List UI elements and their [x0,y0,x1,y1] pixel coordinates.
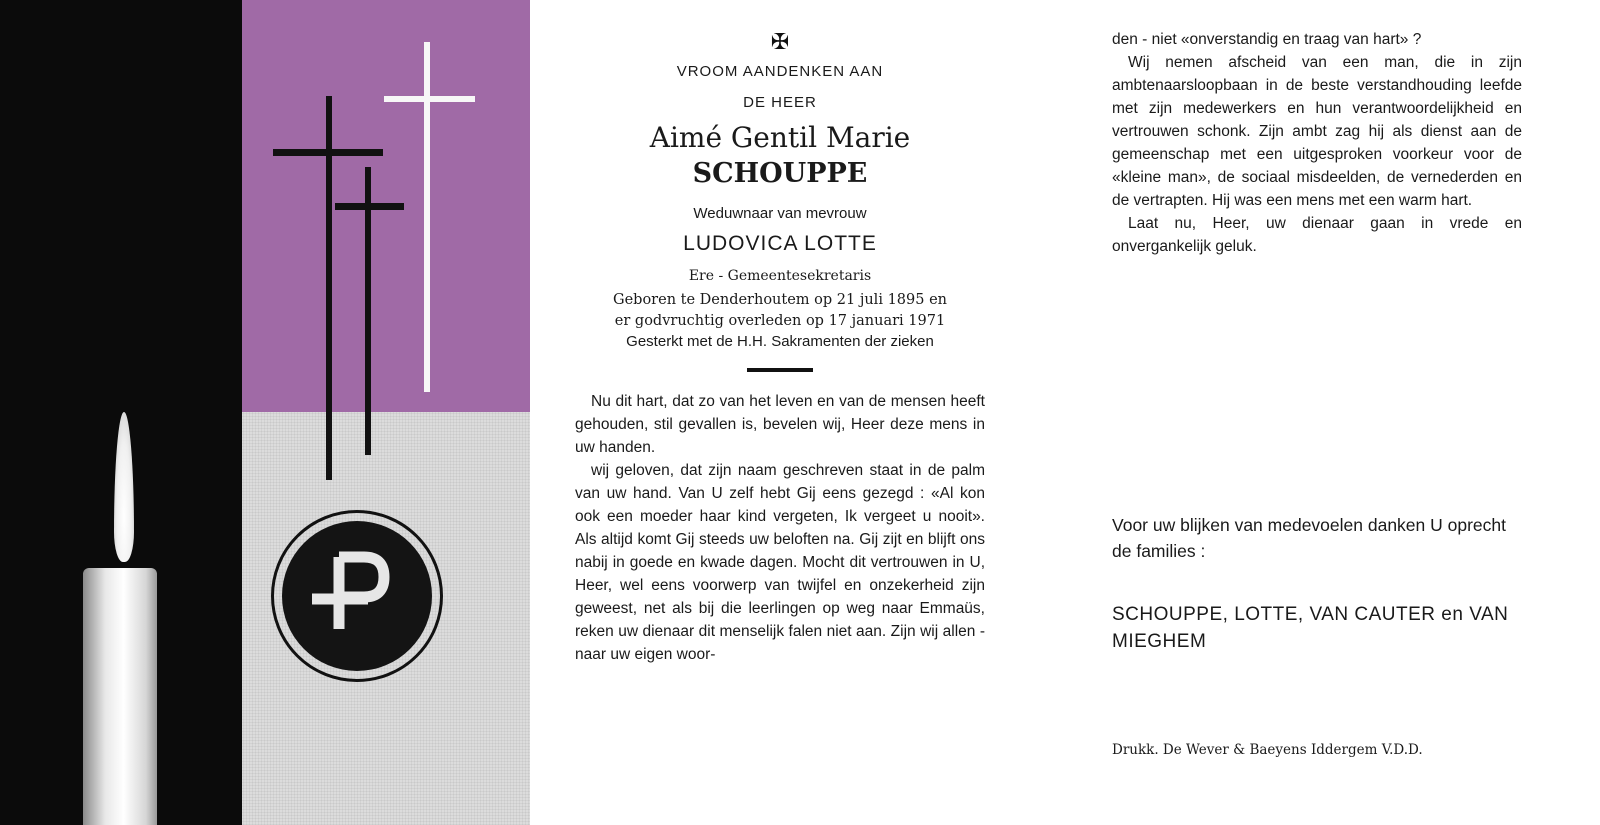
memorial-artwork [0,0,530,825]
printer-credit: Drukk. De Wever & Baeyens Iddergem V.D.D. [1112,742,1423,758]
chi-rho-emblem-icon [271,510,443,682]
closing-prayer: Laat nu, Heer, uw dienaar gaan in vrede en onvergankelijk geluk. [1112,215,1522,255]
death-line: er godvruchtig overleden op 17 januari 1971 [614,313,946,329]
divider [747,368,813,372]
deceased-surname: SCHOUPPE [692,158,868,189]
sacraments-line: Gesterkt met de H.H. Sakramenten der zieken [626,333,934,350]
prayer-text [575,390,985,666]
birth-death-dates [575,290,985,332]
spouse-name: LUDOVICA LOTTE [683,232,877,255]
intro-line: VROOM AANDENKEN AAN [676,63,884,80]
cross-icon: ✠ [770,30,790,55]
birth-line: Geboren te Denderhoutem op 21 juli 1895 en [613,292,947,308]
prayer-paragraph: wij geloven, dat zijn naam geschreven staat in de palm van uw hand. Van U zelf hebt Gij eens gezegd : «Al kon ook een moeder haar kind vergeten, Ik vergeet u nooit». Als altijd komt Gij steeds uw beloften na. Gij zijt en blijft ons nabij in goede en kwade dagen. Mocht dit vertrouwen in U, Heer, wel eens voorwerp van twijfel en onzekerheid zijn geweest, net als bij die leerlingen op weg naar Emmaüs, reken uw dienaar dit menselijk falen niet aan. Zijn wij allen - naar uw eigen woor- [575,462,985,663]
family-names: SCHOUPPE, LOTTE, VAN CAUTER en VAN MIEGHEM [1112,604,1509,652]
memorial-card-front [575,30,985,666]
farewell-paragraph: Wij nemen afscheid van een man, die in zijn ambtenaarsloopbaan in de beste verstandhouding leefde met zijn medewerkers en hun verantwoordelijkheid en vertrouwen schonk. Zijn ambt zag hij als dienst aan de gemeenschap met een uitgesproken voorkeur voor de «kleine man», de sociaal misdeelden, de vernederden en de vertrapten. Hij was een mens met een warm hart. [1112,54,1522,209]
thanks-note: Voor uw blijken van medevoelen danken U oprecht de families : [1112,515,1506,561]
candle-icon [83,568,157,825]
salutation: DE HEER [743,94,817,111]
widower-line: Weduwnaar van mevrouw [693,205,867,222]
deceased-first-names: Aimé Gentil Marie [649,121,911,154]
continued-paragraph: den - niet «onverstandig en traag van hart» ? [1112,31,1422,48]
prayer-paragraph: Nu dit hart, dat zo van het leven en van de mensen heeft gehouden, stil gevallen is, bevelen wij, Heer deze mens in uw handen. [575,393,985,456]
memorial-card-back [1112,28,1522,258]
honorary-title: Ere - Gemeentesekretaris [688,268,872,284]
